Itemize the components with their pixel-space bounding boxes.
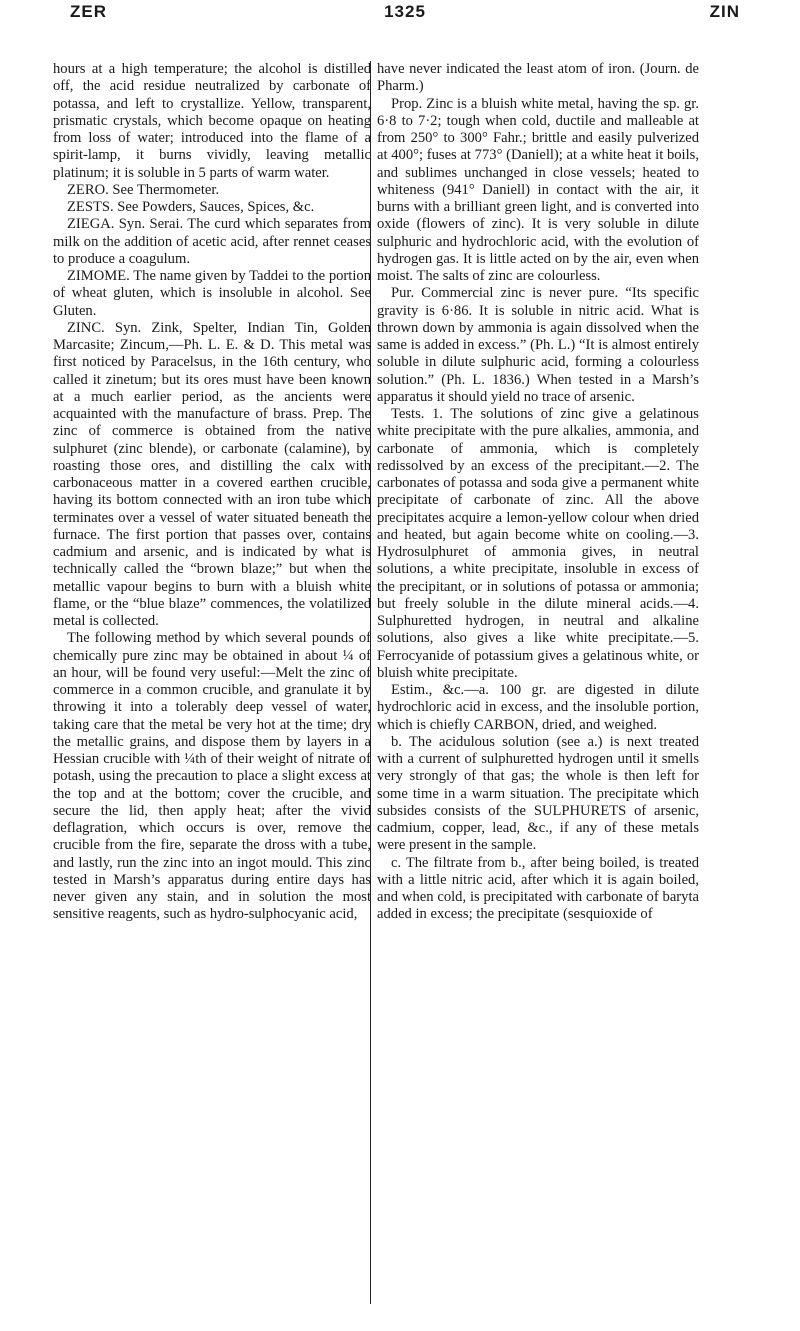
entry-zinc: ZINC. Syn. Zink, Spelter, Indian Tin, Golden Marcasite; Zincum,—Ph. L. E. & D. This metal was first noticed by Paracelsus, in the 16th century, who called it zinetum; but its ores must have been known at a much earlier period, as the ancients were acquainted with the manufacture of brass. Prep. The zinc of commerce is obtained from the native sulphuret (zinc blende), or carbonate (calamine), by roasting those ores, and distilling the calx with carbonaceous matter in a covered earthen crucible, having its bottom connected with an iron tube which terminates over a vessel of water situated beneath the furnace. The first portion that passes over, contains cadmium and arsenic, and is indicated by what is technically called the “brown blaze;” but when the metallic vapour begins to burn with a bluish white flame, or the “blue blaze” commences, the volatilized metal is collected. (53, 319, 371, 629)
running-header (70, 2, 740, 24)
entry-ziega: ZIEGA. Syn. Serai. The curd which separates from milk on the addition of acetic acid, after rennet ceases to produce a coagulum. (53, 216, 371, 267)
entry-zimome: ZIMOME. The name given by Taddei to the portion of wheat gluten, which is insoluble in alcohol. See Gluten. (53, 268, 371, 319)
paragraph: The following method by which several pounds of chemically pure zinc may be obtained in about ¼ of an hour, will be found very useful:—Melt the zinc of commerce in a common crucible, and granulate it by throwing it into a tolerably deep vessel of water, taking care that the metal be very hot at the time; dry the metallic grains, and dispose them by layers in a Hessian crucible with ¼th of their weight of nitrate of potash, using the precaution to place a slight excess at the top and at the bottom; cover the crucible, and secure the lid, then apply heat; after the vivid deflagration, which occurs is over, remove the crucible from the fire, separate the dross with a tube, and lastly, run the zinc into an ingot mould. This zinc tested in Marsh’s apparatus during entire days has never given any stain, and in solution the most sensitive reagents, such as hydro-sulphocyanic acid, (53, 630, 371, 923)
paragraph: hours at a high temperature; the alcohol is distilled off, the acid residue neutralized by carbonate of potassa, and left to crystallize. Yellow, transparent, prismatic crystals, which become opaque on heating from loss of water; introduced into the flame of a spirit-lamp, it burns vividly, leaving metallic platinum; it is soluble in 5 parts of warm water. (53, 61, 371, 181)
entry-zests: ZESTS. See Powders, Sauces, Spices, &c. (67, 199, 315, 215)
paragraph: b. The acidulous solution (see a.) is next treated with a current of sulphuretted hydrogen until it smells very strongly of that gas; the whole is then left for some time in a warm situation. The precipitate which subsides consists of the SULPHURETS of arsenic, cadmium, copper, lead, &c., if any of these metals were present in the sample. (377, 733, 699, 854)
header-right-word: ZIN (709, 2, 740, 21)
section-properties: Prop. Zinc is a bluish white metal, having the sp. gr. 6·8 to 7·2; tough when cold, ductile and malleable at from 250° to 300° Fahr.; brittle and easily pulverized at 400°; fuses at 773° (Daniell); at a white heat it boils, and sublimes unchanged in close vessels; heated to whiteness (941° Daniell) in contact with the air, it burns with a brilliant green light, and is converted into oxide (flowers of zinc). It is very soluble in dilute sulphuric and hydrochloric acid, with the evolution of hydrogen gas. It is little acted on by the air, even when moist. The salts of zinc are colourless. (377, 95, 699, 284)
section-estimation: Estim., &c.—a. 100 gr. are digested in dilute hydrochloric acid in excess, and the insoluble portion, which is chiefly CARBON, dried, and weighed. (377, 682, 699, 733)
paragraph: c. The filtrate from b., after being boiled, is treated with a little nitric acid, after which it is again boiled, and when cold, is precipitated with carbonate of baryta added in excess; the precipitate (sesquioxide of (377, 854, 699, 923)
section-purity: Pur. Commercial zinc is never pure. “Its specific gravity is 6·86. It is soluble in nitric acid. What is thrown down by ammonia is again dissolved when the same is added in excess.” (Ph. L.) “It is almost entirely soluble in dilute sulphuric acid, forming a colourless solution.” (Ph. L. 1836.) When tested in a Marsh’s apparatus it should yield no trace of arsenic. (377, 285, 699, 405)
page-number: 1325 (384, 2, 426, 21)
paragraph: have never indicated the least atom of iron. (Journ. de Pharm.) (377, 61, 699, 95)
left-text-column (53, 61, 371, 924)
section-tests: Tests. 1. The solutions of zinc give a gelatinous white precipitate with the pure alkalies, ammonia, and carbonate of ammonia, which is completely redissolved by an excess of the precipitant.—2. The carbonates of potassa and soda give a permanent white precipitate of carbonate of zinc. All the above precipitates acquire a lemon-yellow colour when dried and heated, but again become white on cooling.—3. Hydrosulphuret of ammonia gives, in neutral solutions, a white precipitate, insoluble in excess of the precipitant, or in solutions of potassa or ammonia; but freely soluble in the dilute mineral acids.—4. Sulphuretted hydrogen, in neutral and alkaline solutions, also gives a like white precipitate.—5. Ferrocyanide of potassium gives a gelatinous white, or bluish white precipitate. (377, 406, 699, 681)
header-left-word: ZER (70, 2, 107, 21)
entry-zero: ZERO. See Thermometer. (67, 181, 220, 198)
right-text-column (370, 61, 699, 1304)
